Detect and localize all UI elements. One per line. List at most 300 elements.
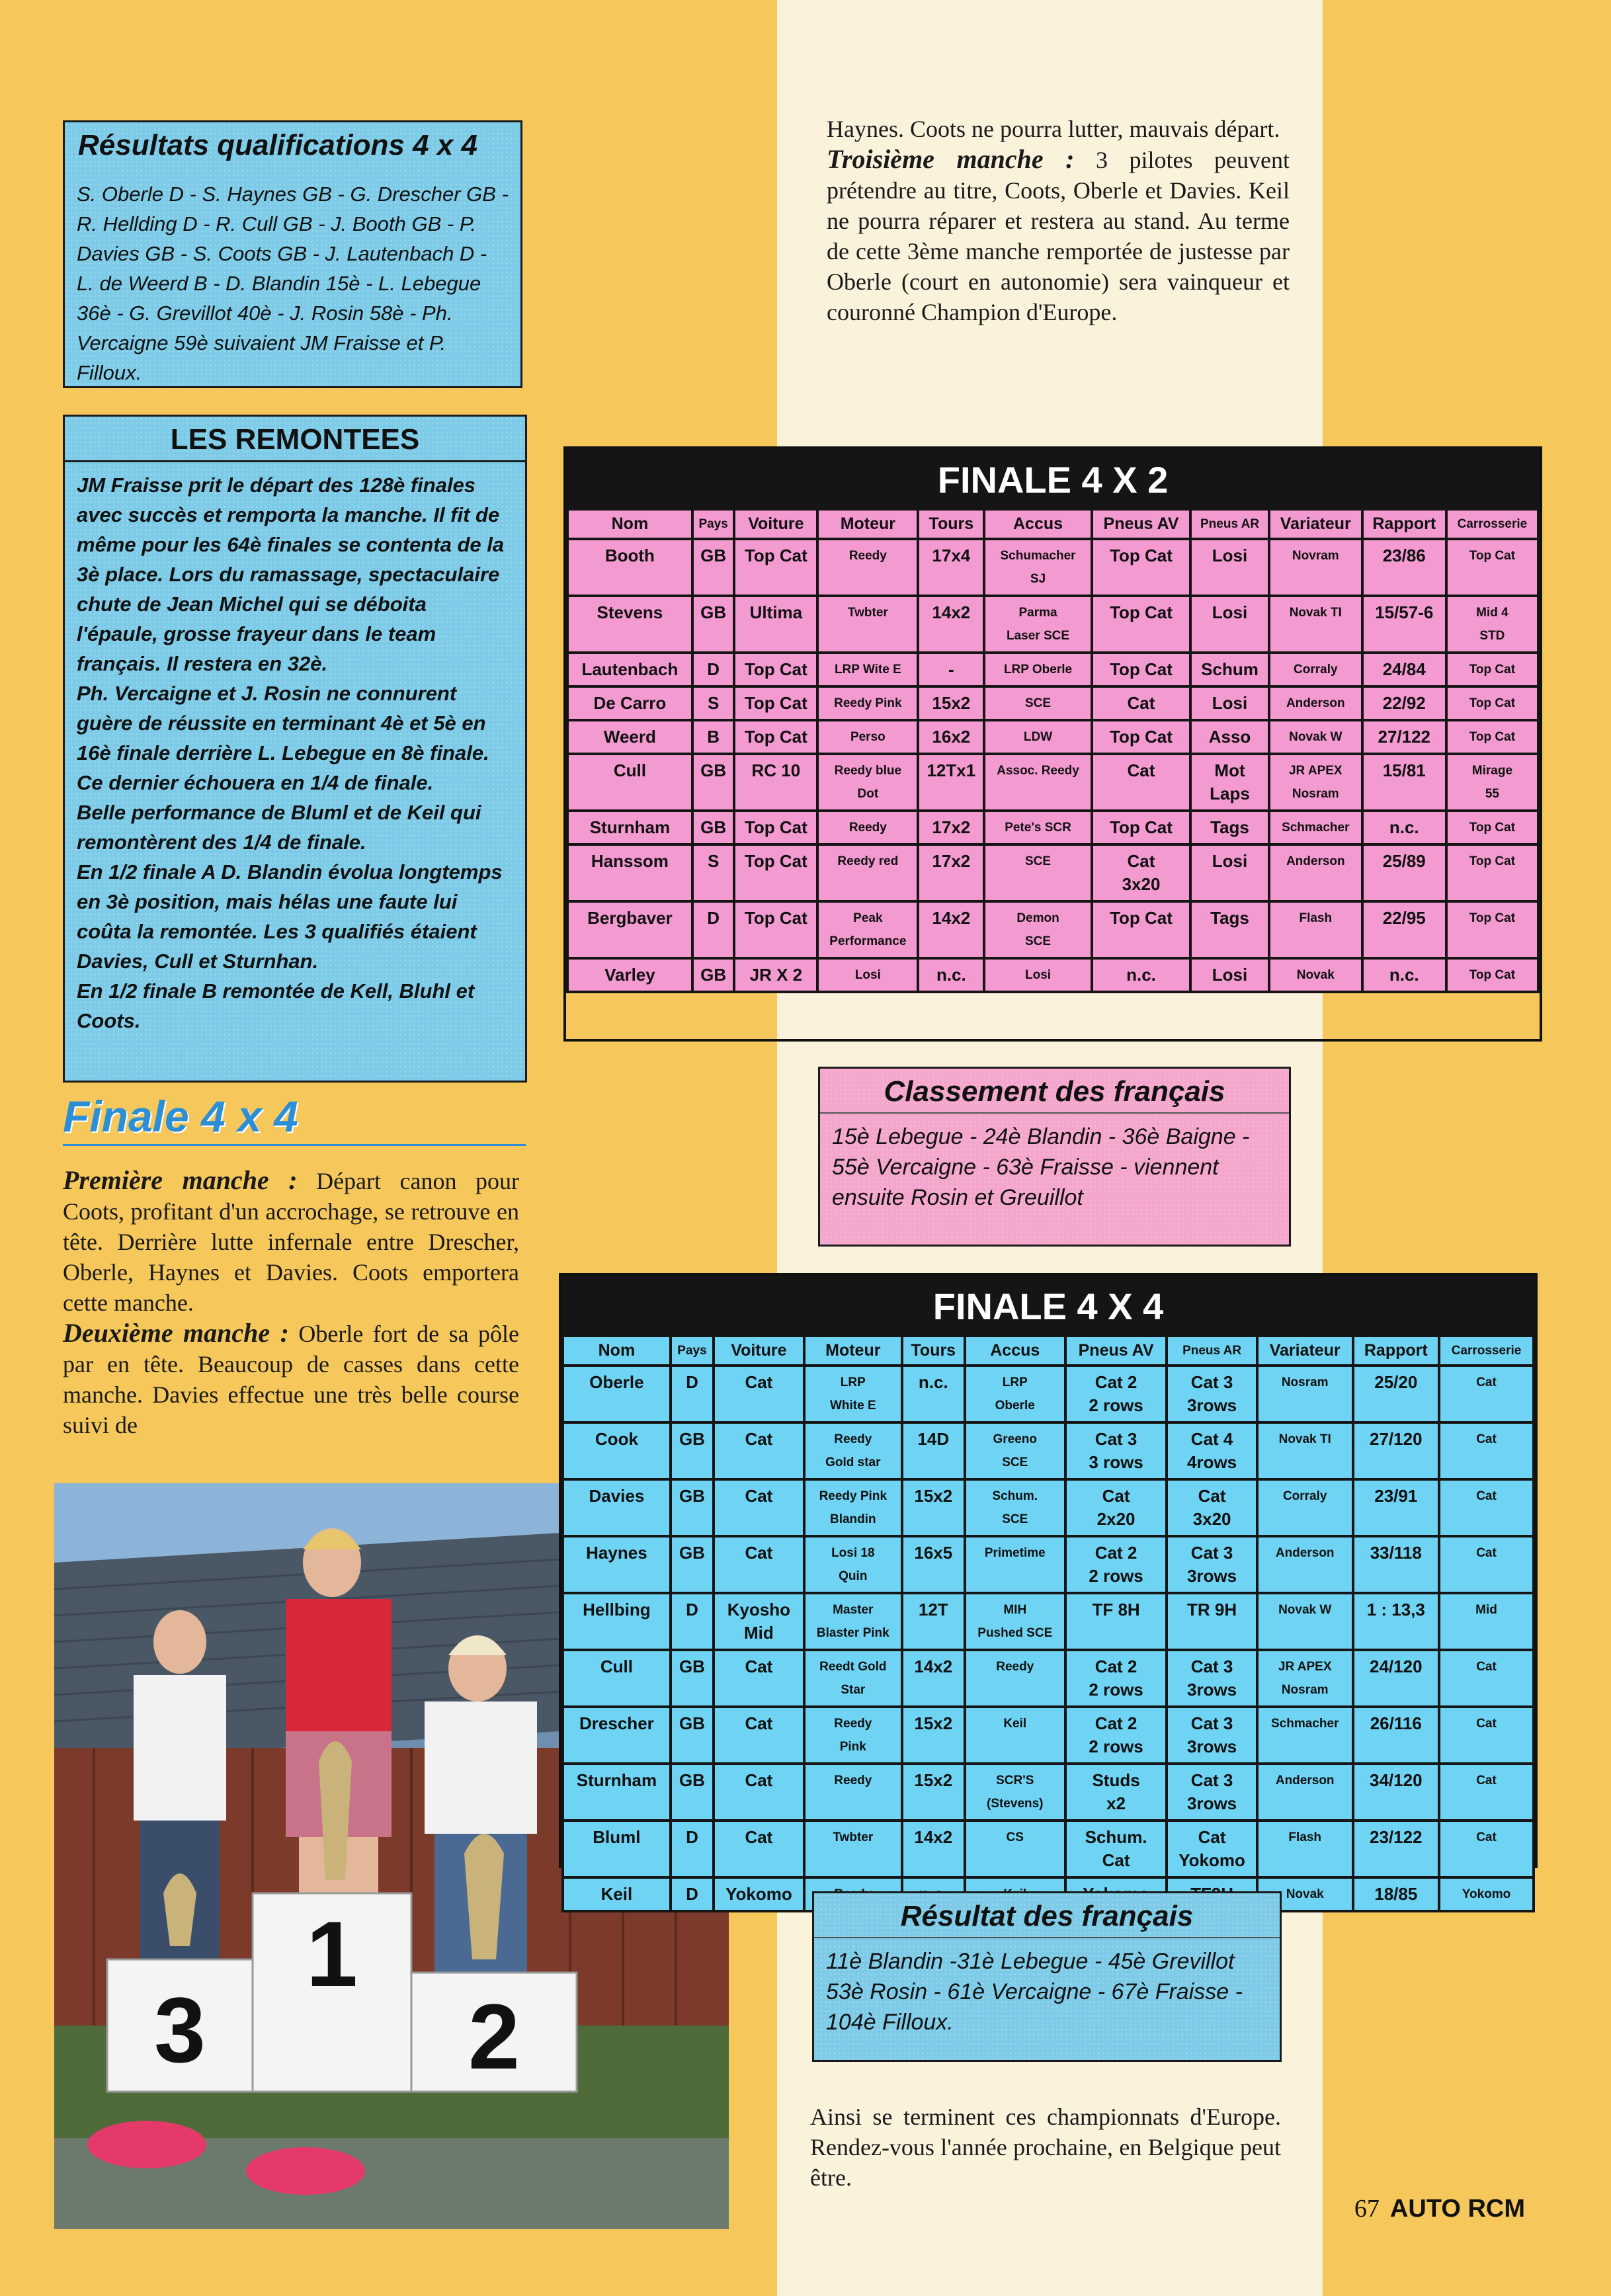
background-right [1323,0,1611,2296]
table-cell [715,1765,803,1819]
table-cell [715,1594,803,1649]
table-cell [1440,1651,1532,1705]
table-cell [1364,540,1445,594]
table-row [564,1367,1532,1421]
remontees-paragraph: Belle performance de Bluml et de Keil qui remontèrent des 1/4 de finale. [77,801,481,854]
cell-value: GB [679,1713,705,1733]
table-cell [694,540,733,594]
table-cell [715,1879,803,1910]
cell-value: 12Tx1 [927,760,976,780]
table-cell [564,1708,669,1762]
table-cell [966,1708,1064,1762]
table-cell [569,540,691,594]
table-cell [735,755,816,809]
table-cell [735,960,816,991]
cell-value: Cat [745,1770,773,1790]
table-cell [1364,721,1445,753]
table-row [569,755,1537,809]
table-cell [564,1879,669,1910]
cell-value: GB [679,1429,705,1449]
table-cell [694,597,733,651]
table-cell [564,1424,669,1478]
cell-value: 23/86 [1382,546,1426,565]
cell-value: Top Cat [1110,602,1173,622]
podium-second-label: 2 [468,1985,520,2088]
cell-value: Cat [1127,693,1155,713]
cell-value: LDW [1023,730,1053,744]
cell-value: SCE [1024,696,1052,710]
cell-value: Cat 2 2 rows [1089,1657,1143,1700]
table-row [564,1708,1532,1762]
cell-value: Top Cat [1110,817,1173,837]
cell-value: Anderson [1275,1546,1335,1560]
table-cell [919,812,983,843]
table-cell [564,1651,669,1705]
table-row [564,1424,1532,1478]
cell-value: 14D [917,1429,950,1449]
cell-value: Schum. SCE [992,1489,1038,1526]
manche-3-lead: Troisième manche : [827,144,1075,174]
table-cell [1168,1765,1256,1819]
table-cell [569,755,691,809]
cell-value: Cat [745,1713,773,1733]
cell-value: Reedy blue Dot [834,764,902,801]
cell-value: Cat [745,1372,773,1392]
cell-value: Sturnham [576,1770,657,1790]
column-header: Nom [564,1337,669,1364]
table-cell [1192,540,1268,594]
cell-value: Top Cat [1469,911,1516,925]
table-row [564,1538,1532,1592]
cell-value: Assoc. Reedy [997,764,1079,778]
table-cell [1093,721,1189,753]
cell-value: n.c. [936,965,966,985]
cell-value: D [686,1600,698,1620]
cell-value: 25/89 [1382,851,1426,871]
cell-value: Cat 3 3rows [1187,1770,1237,1813]
remontees-box [63,415,527,1083]
table-cell [919,903,983,957]
cell-value: Top Cat [1469,730,1516,744]
remontees-paragraph: Ph. Vercaigne et J. Rosin ne connurent guère de réussite en terminant 4è et 5è en 16è finale derrière L. Lebegue en 8è finale. Ce dernier échouera en 1/4 de finale. [77,682,489,794]
cell-value: LRP White E [829,1375,876,1413]
column-header: Moteur [806,1337,901,1364]
cell-value: Mot Laps [1210,760,1250,803]
cell-value: Cat [1476,1375,1497,1389]
table-cell [1067,1594,1165,1649]
table-cell [966,1367,1064,1421]
cell-value: 15x2 [914,1713,953,1733]
cell-value: Hellbing [583,1600,651,1620]
table-cell [1259,1367,1352,1421]
table-cell [715,1651,803,1705]
cell-value: Top Cat [1110,659,1173,679]
haynes-paragraph: Haynes. Coots ne pourra lutter, mauvais départ. [827,116,1280,142]
table-cell [1270,846,1361,900]
cell-value: 18/85 [1374,1884,1418,1904]
table-cell [1440,1424,1532,1478]
cell-value: Top Cat [1110,546,1173,565]
cell-value: Top Cat [744,908,807,928]
table-cell [735,846,816,900]
table-row [569,846,1537,900]
table-row [569,540,1537,594]
table-cell [903,1594,964,1649]
cell-value: Demon SCE [1016,911,1059,948]
table-cell [569,960,691,991]
table-cell [1067,1481,1165,1535]
finale-4x2-table-box [563,446,1542,1042]
table-cell [694,688,733,719]
table-cell [819,755,917,809]
cell-value: 27/122 [1378,727,1431,747]
cell-value: Top Cat [744,546,807,565]
table-row [569,654,1537,685]
cell-value: Asso [1208,727,1251,747]
column-header: Pneus AR [1168,1337,1256,1364]
table-cell [569,654,691,685]
cell-value: MIH Pushed SCE [977,1603,1053,1640]
table-cell [966,1481,1064,1535]
table-cell [569,688,691,719]
cell-value: Cat 2 2 rows [1089,1713,1143,1756]
cell-value: LRP Wite E [834,663,901,676]
cell-value: Drescher [579,1713,654,1733]
column-header: Pneus AV [1093,511,1189,538]
table-cell [1448,755,1537,809]
cell-value: Novak W [1278,1603,1332,1617]
qualifications-title: Résultats qualifications 4 x 4 [78,129,477,161]
cell-value: Oberle [589,1372,644,1392]
podium-first-label: 1 [306,1902,358,2006]
cell-value: Lautenbach [581,659,679,679]
table-cell [1354,1822,1438,1876]
table-row [569,812,1537,843]
cell-value: Losi [1212,546,1248,565]
cell-value: 27/120 [1370,1429,1423,1449]
table-cell [672,1822,712,1876]
table-cell [694,846,733,900]
table-cell [806,1424,901,1478]
table-cell [1192,812,1268,843]
table-cell [985,654,1091,685]
cell-value: Sturnham [589,817,671,837]
cell-value: Cat [1476,1830,1497,1844]
table-cell [1259,1651,1352,1705]
cell-value: D [686,1884,698,1904]
table-cell [1067,1765,1165,1819]
cell-value: GB [679,1657,705,1676]
magazine-name: AUTO RCM [1389,2195,1525,2223]
cell-value: Reedy [848,821,887,835]
table-cell [966,1651,1064,1705]
cell-value: Losi 18 Quin [831,1546,875,1583]
cell-value: Greeno SCE [993,1432,1038,1469]
table-cell [1448,654,1537,685]
cell-value: Schmacher [1282,821,1350,835]
table-cell [1448,688,1537,719]
cell-value: Reedy Pink [834,1717,872,1754]
table-cell [1093,540,1189,594]
table-cell [1364,812,1445,843]
cell-value: Anderson [1275,1774,1335,1787]
cell-value: Cat [745,1486,773,1506]
cell-value: - [948,659,954,679]
table-cell [672,1367,712,1421]
cell-value: Losi [1212,965,1248,985]
middle-article-text [827,114,1290,327]
resultat-box [812,1891,1282,2062]
cell-value: Schum [1201,659,1259,679]
cell-value: GB [700,760,727,780]
cell-value: D [707,659,720,679]
table-cell [1168,1367,1256,1421]
cell-value: Reedy Pink [834,696,902,710]
table-cell [1168,1708,1256,1762]
table-cell [694,654,733,685]
table-cell [1364,755,1445,809]
remontees-paragraph: JM Fraisse prit le départ des 128è finales avec succès et remporta la manche. Il fit de même pour les 64è finales se contenta de la 3è place. Lors du ramassage, spectaculaire chute de Jean Michel qui se déboita l'épaule, grosse frayeur dans le team français. Il restera en 32è. [77,473,505,675]
cell-value: 33/118 [1370,1543,1422,1563]
cell-value: Anderson [1286,854,1345,868]
table-cell [1354,1424,1438,1478]
cell-value: Top Cat [1110,727,1173,747]
cell-value: Losi [1212,693,1248,713]
cell-value: 34/120 [1370,1770,1423,1790]
table-cell [694,812,733,843]
column-header: Tours [919,511,983,538]
table-cell [1270,755,1361,809]
table-cell [806,1594,901,1649]
table-cell [806,1538,901,1592]
table-cell [919,721,983,753]
cell-value: Tags [1210,817,1249,837]
cell-value: Mid [1475,1603,1497,1617]
table-cell [672,1538,712,1592]
table-cell [1270,903,1361,957]
table-cell [715,1481,803,1535]
table-cell [564,1765,669,1819]
table-cell [806,1481,901,1535]
cell-value: Cat [1476,1774,1497,1787]
cell-value: Novak W [1289,730,1342,744]
cell-value: 15x2 [914,1486,953,1506]
cell-value: Cull [600,1657,633,1676]
finale-4x4-table-box [559,1273,1538,1904]
table-row [569,960,1537,991]
table-cell [1168,1822,1256,1876]
resultat-title: Résultat des français [814,1893,1280,1938]
table-header-row [564,1337,1532,1364]
table-cell [715,1424,803,1478]
table-cell [1440,1481,1532,1535]
cell-value: Bluml [593,1827,641,1847]
cell-value: Losi [854,968,881,982]
table-cell [985,597,1091,651]
cell-value: 15x2 [914,1770,953,1790]
remontees-paragraph: En 1/2 finale A D. Blandin évolua longtemps en 3è position, mais hélas une faute lui coûta la remontée. Les 3 qualifiés étaient Davies, Cull et Sturnhan. [77,860,503,973]
table-cell [1093,960,1189,991]
table-cell [819,960,917,991]
table-cell [1259,1424,1352,1478]
table-cell [1364,597,1445,651]
table-cell [903,1651,964,1705]
table-cell [1270,540,1361,594]
table-cell [1354,1879,1438,1910]
cell-value: Bergbaver [587,908,673,928]
table-cell [985,540,1091,594]
table-cell [1067,1708,1165,1762]
table-cell [1168,1651,1256,1705]
table-cell [919,688,983,719]
cell-value: 16x5 [914,1543,953,1563]
table-cell [1270,812,1361,843]
table-cell [1354,1367,1438,1421]
table-cell [819,688,917,719]
table-cell [1440,1765,1532,1819]
cell-value: JR APEX Nosram [1288,764,1342,801]
table-cell [1259,1708,1352,1762]
cell-value: Corraly [1282,1489,1327,1503]
table-cell [903,1367,964,1421]
cell-value: Cat [1476,1432,1497,1446]
cell-value: De Carro [593,693,667,713]
cell-value: Top Cat [1469,854,1516,868]
cell-value: Perso [850,730,886,744]
table-cell [806,1765,901,1819]
cell-value: Cat 3 3rows [1187,1372,1237,1415]
finale-4x4-heading: Finale 4 x 4 [63,1091,526,1146]
table-cell [672,1594,712,1649]
cell-value: Peak Performance [829,911,907,948]
table-cell [672,1708,712,1762]
page-number: 67 [1354,2195,1380,2223]
cell-value: 12T [918,1600,948,1620]
finale-4x2-title: FINALE 4 X 2 [566,449,1540,508]
finale-4x2-table [566,508,1540,993]
table-cell [1270,960,1361,991]
cell-value: Top Cat [744,851,807,871]
table-cell [694,903,733,957]
cell-value: Novak TI [1278,1432,1331,1446]
table-cell [1067,1538,1165,1592]
table-cell [806,1822,901,1876]
table-cell [672,1765,712,1819]
cell-value: GB [700,602,727,622]
table-cell [1440,1367,1532,1421]
classement-title: Classement des français [820,1069,1289,1114]
cell-value: B [707,727,720,747]
cell-value: Cat 3x20 [1122,851,1161,894]
table-cell [1270,654,1361,685]
cell-value: Booth [604,546,655,565]
cell-value: n.c. [1389,817,1419,837]
table-cell [903,1481,964,1535]
table-cell [1093,688,1189,719]
table-cell [919,960,983,991]
table-cell [919,540,983,594]
column-header: Variateur [1259,1337,1352,1364]
manche-1-text: Départ canon pour Coots, profitant d'un accrochage, se retrouve en tête. Derrière lutte infernale entre Drescher, Oberle, Haynes et Davies. Coots emportera cette manche. [63,1168,520,1316]
cell-value: Losi [1212,851,1248,871]
table-cell [919,846,983,900]
cell-value: Hanssom [591,851,669,871]
cell-value: Novak [1296,968,1335,982]
table-cell [1354,1481,1438,1535]
cell-value: Keil [600,1884,633,1904]
cell-value: 14x2 [914,1827,953,1847]
cell-value: Stevens [597,602,663,622]
table-cell [1448,540,1537,594]
cell-value: Cat [1476,1660,1497,1674]
table-cell [1093,654,1189,685]
table-cell [966,1538,1064,1592]
cell-value: 15/57-6 [1375,602,1434,622]
cell-value: 1 : 13,3 [1366,1600,1425,1620]
cell-value: LRP Oberle [1003,663,1073,676]
table-cell [1354,1538,1438,1592]
table-cell [564,1481,669,1535]
cell-value: RC 10 [751,760,801,780]
cell-value: Cat [745,1827,773,1847]
cell-value: 17x4 [932,546,971,565]
table-cell [1448,960,1537,991]
cell-value: 24/120 [1370,1657,1423,1676]
cell-value: Reedy Gold star [825,1432,881,1469]
column-header: Rapport [1364,511,1445,538]
cell-value: Novak TI [1289,606,1342,620]
cell-value: 14x2 [932,602,971,622]
table-cell [1093,812,1189,843]
table-cell [715,1822,803,1876]
table-cell [1364,903,1445,957]
cell-value: Cat [745,1543,773,1563]
cell-value: Corraly [1294,663,1338,676]
cell-value: LRP Oberle [995,1375,1035,1413]
column-header: Pays [672,1337,712,1364]
cell-value: TR 9H [1187,1600,1237,1620]
table-cell [1270,721,1361,753]
cell-value: Top Cat [1110,908,1173,928]
cell-value: Reedy [996,1660,1034,1674]
table-cell [1448,846,1537,900]
cell-value: Weerd [603,727,656,747]
table-cell [1259,1765,1352,1819]
table-cell [903,1765,964,1819]
table-cell [966,1822,1064,1876]
cell-value: 16x2 [932,727,971,747]
remontees-title: LES REMONTEES [65,417,525,462]
cell-value: GB [679,1770,705,1790]
table-cell [985,755,1091,809]
cell-value: Top Cat [744,817,807,837]
cell-value: Top Cat [1469,663,1516,676]
column-header: Variateur [1270,511,1361,538]
column-header: Moteur [819,511,917,538]
table-cell [806,1708,901,1762]
cell-value: Cat [1476,1489,1497,1503]
table-cell [569,846,691,900]
table-cell [1440,1708,1532,1762]
table-row [564,1481,1532,1535]
table-cell [735,597,816,651]
table-cell [806,1367,901,1421]
cell-value: Davies [589,1486,645,1506]
table-cell [1364,960,1445,991]
table-cell [1192,721,1268,753]
cell-value: Novak [1286,1887,1324,1901]
table-cell [903,1708,964,1762]
